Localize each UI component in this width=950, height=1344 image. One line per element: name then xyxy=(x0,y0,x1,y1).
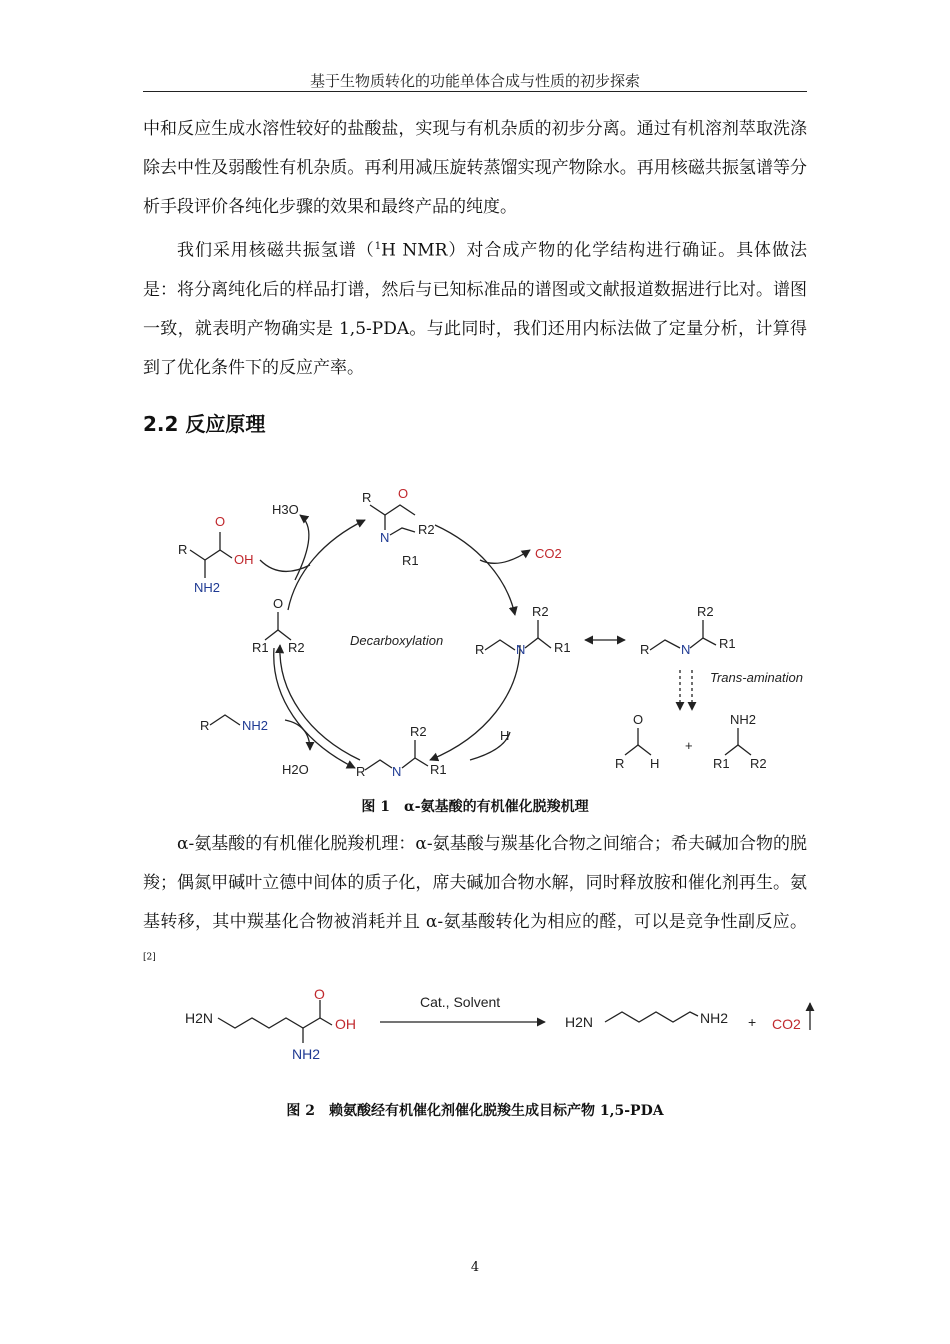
section-heading: 2.2 反应原理 xyxy=(143,412,266,436)
fig1-decarboxylation-label: Decarboxylation xyxy=(350,633,444,648)
figure2-reaction xyxy=(180,985,820,1075)
fig1-o-aldehyde: O xyxy=(633,712,644,727)
paragraph-purification: 中和反应生成水溶性较好的盐酸盐，实现与有机杂质的初步分离。通过有机溶剂萃取洗涤除去中性及弱酸性有机杂质。再利用减压旋转蒸馏实现产物除水。再用核磁共振氢谱等分析手段评价各纯化步骤的效果和最终产品的纯度。 xyxy=(143,119,807,217)
figure2-caption: 图 2 赖氨酸经有机催化剂催化脱羧生成目标产物 1,5-PDA xyxy=(286,1103,664,1119)
fig1-r-ylide: R xyxy=(475,642,485,657)
fig1-r1-ylide2: R1 xyxy=(719,636,736,651)
fig1-co2-label: CO2 xyxy=(535,546,562,561)
fig1-r-top: R xyxy=(362,490,372,505)
fig1-r-label: R xyxy=(178,542,188,557)
fig1-r2-ketone: R2 xyxy=(288,640,305,655)
fig2-plus: + xyxy=(748,1014,757,1030)
fig1-nh2-label: NH2 xyxy=(194,580,221,595)
running-header: 基于生物质转化的功能单体合成与性质的初步探索 xyxy=(309,72,640,90)
nmr-text-b: H NMR）对合成产物的化学结构进行确证。具体做法是：将分离纯化后的样品打谱，然后与已知标准品的谱图或文献报道数据进行比对。谱图一致，就表明产物确实是 1,5-PDA。与此同时，我们还用内标法做了定量分析，计算得到了优化条件下的反应产率。 xyxy=(143,240,807,378)
fig1-r1-ketone: R1 xyxy=(252,640,269,655)
fig1-nh2-product: NH2 xyxy=(730,712,757,727)
fig1-h3o-label: H3O xyxy=(272,502,299,517)
fig1-r2-imine: R2 xyxy=(410,724,427,739)
fig1-r1-product: R1 xyxy=(713,756,730,771)
fig1-o-top: O xyxy=(398,486,409,501)
fig1-r-aldehyde: R xyxy=(615,756,625,771)
fig1-n-top: N xyxy=(380,530,390,545)
fig2-co2-label: CO2 xyxy=(772,1016,801,1032)
fig1-n-ylide: N xyxy=(516,642,526,657)
fig1-plus: + xyxy=(685,738,693,753)
fig1-r2-ylide2: R2 xyxy=(697,604,714,619)
fig1-r2-product: R2 xyxy=(750,756,767,771)
fig2-nh2-label: NH2 xyxy=(292,1046,321,1062)
fig1-n-ylide2: N xyxy=(681,642,691,657)
fig1-r2-top: R2 xyxy=(418,522,435,537)
fig2-oh-label: OH xyxy=(335,1016,356,1032)
fig1-n-imine: N xyxy=(392,764,402,779)
fig1-h-aldehyde: H xyxy=(650,756,660,771)
fig2-h2n-label: H2N xyxy=(185,1010,214,1026)
fig1-r-imine: R xyxy=(356,764,366,779)
fig1-oh-label: OH xyxy=(234,552,254,567)
fig1-r-amine: R xyxy=(200,718,210,733)
fig1-r2-ylide: R2 xyxy=(532,604,549,619)
fig2-product-h2n: H2N xyxy=(565,1014,594,1030)
fig1-o-label: O xyxy=(215,514,226,529)
fig1-o-ketone: O xyxy=(273,596,284,611)
figure1-caption: 图 1 α-氨基酸的有机催化脱羧机理 xyxy=(361,799,589,815)
page-number: 4 xyxy=(470,1260,480,1275)
nmr-text-a: 我们采用核磁共振氢谱（ xyxy=(177,240,375,261)
fig2-o-label: O xyxy=(314,986,325,1002)
paragraph-mechanism xyxy=(143,825,807,981)
nmr-superscript: 1 xyxy=(374,241,382,252)
mechanism-text: α-氨基酸的有机催化脱羧机理：α-氨基酸与羰基化合物之间缩合；希夫碱加合物的脱羧；偶氮甲碱叶立德中间体的质子化，席夫碱加合物水解，同时释放胺和催化剂再生。氨基转移，其中羰基化合物被消耗并且 α-氨基酸转化为相应的醛，可以是竞争性副反应。 xyxy=(143,834,807,932)
fig1-r-ylide2: R xyxy=(640,642,650,657)
fig1-nh2-amine: NH2 xyxy=(242,718,269,733)
fig1-transamination-label: Trans-amination xyxy=(710,670,803,685)
fig1-r1-ylide: R1 xyxy=(554,640,571,655)
fig2-product-nh2: NH2 xyxy=(700,1010,729,1026)
citation-ref: [2] xyxy=(143,952,156,963)
fig1-r1-top: R1 xyxy=(402,553,419,568)
header-rule xyxy=(143,91,807,92)
figure1-mechanism xyxy=(170,470,830,790)
fig1-r1-imine: R1 xyxy=(430,762,447,777)
fig1-h-label: H xyxy=(500,728,510,743)
fig2-conditions: Cat., Solvent xyxy=(420,994,501,1010)
paragraph-nmr xyxy=(143,227,807,388)
fig1-h2o-label: H2O xyxy=(282,762,309,777)
